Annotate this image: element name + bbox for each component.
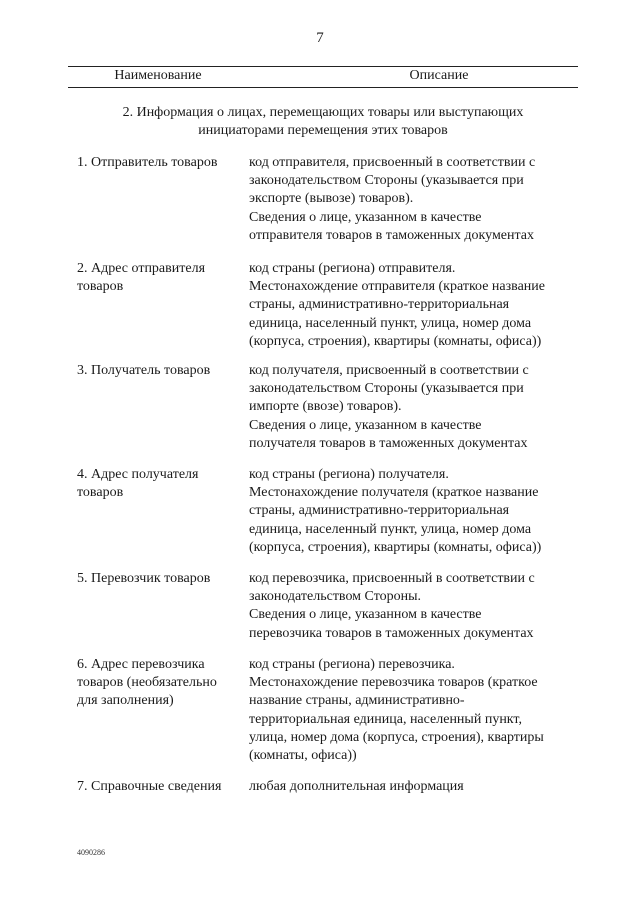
section-title [68, 104, 578, 140]
entry-description-line: отправителя товаров в таможенных документах [249, 227, 535, 243]
entry-name [77, 570, 237, 588]
document-code: 4090286 [77, 848, 105, 857]
entry-description-line: территориальная единица, населенный пункт, [249, 711, 522, 727]
entry-name-line: 3. Получатель товаров [77, 363, 211, 378]
entry-description-line: Местонахождение перевозчика товаров (краткое [249, 675, 538, 691]
entry-description-line: Местонахождение получателя (краткое название [249, 485, 539, 501]
entry-description-line: код страны (региона) отправителя. [249, 261, 456, 276]
entry-description-line: код страны (региона) получателя. [249, 467, 449, 482]
entry-description-line: (комнаты, офиса)) [249, 748, 357, 764]
entry-name-line: для заполнения) [77, 693, 174, 709]
entry-description-line: Сведения о лице, указанном в качестве [249, 607, 482, 623]
entry-name [77, 362, 237, 380]
entry-description [249, 466, 589, 557]
entry-description-line: импорте (ввозе) товаров). [249, 399, 402, 415]
entry-name-line: товаров [77, 279, 124, 295]
section-title-line: инициаторами перемещения этих товаров [198, 123, 448, 138]
entry-name-line: 2. Адрес отправителя [77, 261, 206, 276]
entry-description-line: экспорте (вывозе) товаров). [249, 191, 414, 207]
entry-description-line: код получателя, присвоенный в соответствии с [249, 363, 529, 378]
entry-description-line: единица, населенный пункт, улица, номер дома [249, 315, 532, 331]
entry-description-line: единица, населенный пункт, улица, номер дома [249, 521, 532, 537]
entry-description [249, 154, 589, 245]
entry-name [77, 466, 237, 502]
page-number: 7 [316, 30, 324, 46]
entry-description-line: перевозчика товаров в таможенных документах [249, 625, 534, 641]
entry-description [249, 656, 589, 765]
entry-description-line: страны, административно-территориальная [249, 297, 510, 313]
entry-description [249, 362, 589, 453]
entry-description-line: (корпуса, строения), квартиры (комнаты, офиса)) [249, 333, 542, 349]
entry-description [249, 570, 589, 643]
entry-name-line: 1. Отправитель товаров [77, 155, 218, 170]
entry-description-line: Сведения о лице, указанном в качестве [249, 417, 482, 433]
entry-name-line: 4. Адрес получателя [77, 467, 199, 482]
entry-name-line: товаров [77, 485, 124, 501]
entry-description-line: любая дополнительная информация [249, 779, 464, 794]
entry-name [77, 656, 237, 711]
entry-description-line: код перевозчика, присвоенный в соответствии с [249, 571, 535, 586]
table-header [68, 66, 578, 88]
entry-name-line: 7. Справочные сведения [77, 779, 222, 794]
entry-description-line: код отправителя, присвоенный в соответствии с [249, 155, 536, 170]
entry-description-line: законодательством Стороны (указывается при [249, 173, 524, 189]
entry-description-line: страны, административно-территориальная [249, 503, 510, 519]
entry-description-line: получателя товаров в таможенных документах [249, 435, 528, 451]
entry-description-line: код страны (региона) перевозчика. [249, 657, 455, 672]
entry-description-line: законодательством Стороны. [249, 589, 422, 605]
header-description-column: Описание [409, 68, 469, 83]
entry-name [77, 778, 237, 796]
entry-description [249, 778, 589, 796]
section-title-line: 2. Информация о лицах, перемещающих товары или выступающих [122, 105, 524, 120]
entry-name-line: 6. Адрес перевозчика [77, 657, 205, 672]
entry-description-line: законодательством Стороны (указывается при [249, 381, 524, 397]
entry-description [249, 260, 589, 351]
entry-description-line: название страны, административно- [249, 693, 465, 709]
entry-name [77, 154, 237, 172]
entry-name-line: товаров (необязательно [77, 675, 217, 691]
entry-name-line: 5. Перевозчик товаров [77, 571, 211, 586]
entry-description-line: Сведения о лице, указанном в качестве [249, 209, 482, 225]
entry-description-line: Местонахождение отправителя (краткое название [249, 279, 545, 295]
entry-description-line: (корпуса, строения), квартиры (комнаты, офиса)) [249, 539, 542, 555]
entry-description-line: улица, номер дома (корпуса, строения), квартиры [249, 729, 544, 745]
header-name-column: Наименование [114, 68, 202, 83]
entry-name [77, 260, 237, 296]
